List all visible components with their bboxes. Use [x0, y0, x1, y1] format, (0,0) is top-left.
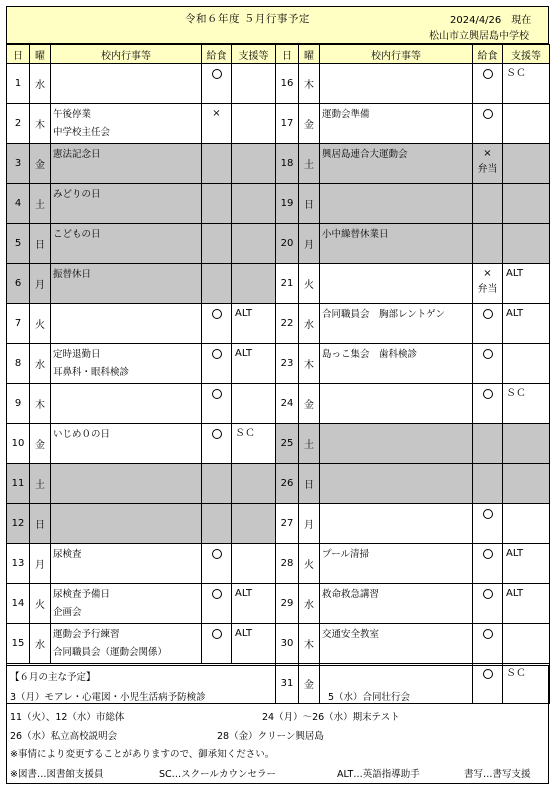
table-row — [7, 584, 550, 624]
event-cell — [320, 144, 473, 184]
weekday-cell: 火 — [30, 584, 51, 624]
lunch-cell — [202, 224, 232, 264]
col-day: 日 — [7, 45, 30, 64]
support-cell — [232, 504, 276, 544]
day-cell: 25 — [276, 424, 299, 464]
lunch-cell — [473, 104, 503, 144]
lunch-cell — [202, 424, 232, 464]
day-cell: 19 — [276, 184, 299, 224]
event-cell — [320, 464, 473, 504]
weekday-cell: 木 — [299, 344, 320, 384]
lunch-cell — [473, 584, 503, 624]
col-weekday: 曜 — [299, 45, 320, 64]
weekday-cell: 金 — [30, 424, 51, 464]
weekday-cell: 土 — [299, 144, 320, 184]
lunch-cell — [473, 184, 503, 224]
lunch-cell — [202, 104, 232, 144]
support-cell — [232, 144, 276, 184]
table-row — [7, 504, 550, 544]
circle-mark-icon — [212, 589, 222, 599]
lunch-cell — [202, 584, 232, 624]
weekday-cell: 月 — [299, 224, 320, 264]
event-cell — [320, 184, 473, 224]
event-cell — [51, 264, 202, 304]
day-cell: 17 — [276, 104, 299, 144]
schedule-table — [6, 44, 550, 704]
event-text: 救命救急講習 — [322, 589, 380, 600]
circle-mark-icon — [483, 549, 493, 559]
support-cell — [232, 64, 276, 104]
event-text: プール清掃 — [322, 549, 370, 560]
event-text: 尿検査 — [53, 549, 82, 560]
support-cell: ALT — [503, 544, 550, 584]
weekday-cell: 木 — [30, 384, 51, 424]
event-text: こどもの日 — [53, 229, 101, 240]
day-cell: 30 — [276, 624, 299, 664]
event-text: 運動会予行練習 — [53, 629, 120, 640]
event-text: 企画会 — [53, 607, 82, 618]
event-cell — [320, 544, 473, 584]
event-cell — [320, 424, 473, 464]
event-cell — [320, 264, 473, 304]
schedule-sheet — [6, 6, 549, 784]
weekday-cell: 木 — [299, 624, 320, 664]
circle-mark-icon — [212, 429, 222, 439]
lunch-cell — [473, 464, 503, 504]
day-cell: 5 — [7, 224, 30, 264]
support-cell: ALT — [503, 264, 550, 304]
note-line: 5（水）合同壮行会 — [328, 692, 411, 703]
note-line: 11（火）、12（水）市総体 — [10, 712, 125, 723]
weekday-cell: 金 — [299, 104, 320, 144]
support-cell: ALT — [503, 304, 550, 344]
as-of-date: 2024/4/26 現在 — [450, 15, 532, 26]
support-cell — [232, 224, 276, 264]
event-cell — [320, 384, 473, 424]
note-line: 24（月）～26（水）期末テスト — [262, 712, 400, 723]
lunch-mark: × — [483, 148, 492, 159]
support-cell: ALT — [232, 584, 276, 624]
event-cell — [320, 64, 473, 104]
circle-mark-icon — [483, 309, 493, 319]
event-cell — [51, 624, 202, 664]
lunch-mark: × — [483, 268, 492, 279]
note-line: 28（金）クリーン興居島 — [217, 731, 324, 742]
lunch-cell — [473, 304, 503, 344]
circle-mark-icon — [483, 589, 493, 599]
day-cell: 6 — [7, 264, 30, 304]
event-cell — [320, 224, 473, 264]
event-text: 定時退勤日 — [53, 349, 101, 360]
event-cell — [51, 224, 202, 264]
event-cell — [51, 64, 202, 104]
lunch-cell — [202, 184, 232, 224]
circle-mark-icon — [483, 109, 493, 119]
circle-mark-icon — [212, 309, 222, 319]
event-text: 中学校主任会 — [53, 127, 111, 138]
table-row — [7, 304, 550, 344]
day-cell: 12 — [7, 504, 30, 544]
lunch-cell — [473, 224, 503, 264]
legend-item: ALT…英語指導助手 — [337, 769, 420, 780]
support-cell — [232, 384, 276, 424]
day-cell: 26 — [276, 464, 299, 504]
weekday-cell: 水 — [299, 304, 320, 344]
table-row — [7, 104, 550, 144]
event-text: 合同職員会（運動会関係） — [53, 647, 168, 658]
weekday-cell: 月 — [30, 544, 51, 584]
circle-mark-icon — [483, 69, 493, 79]
notes-box — [6, 665, 549, 784]
lunch-mark: × — [212, 108, 221, 119]
event-text: 運動会準備 — [322, 109, 370, 120]
lunch-cell — [473, 384, 503, 424]
weekday-cell: 木 — [299, 64, 320, 104]
event-text: 島っこ集会 歯科検診 — [322, 349, 418, 360]
lunch-cell — [473, 504, 503, 544]
support-cell — [503, 464, 550, 504]
weekday-cell: 月 — [30, 264, 51, 304]
table-row — [7, 424, 550, 464]
event-cell — [51, 464, 202, 504]
weekday-cell: 金 — [299, 384, 320, 424]
event-cell — [51, 584, 202, 624]
day-cell: 20 — [276, 224, 299, 264]
lunch-cell — [202, 304, 232, 344]
event-text: 午後停業 — [53, 109, 92, 120]
event-cell — [51, 344, 202, 384]
col-support: 支援等 — [503, 45, 550, 64]
event-cell — [51, 504, 202, 544]
day-cell: 21 — [276, 264, 299, 304]
table-row — [7, 384, 550, 424]
col-events: 校内行事等 — [320, 45, 473, 64]
page-title: 令和６年度 ５月行事予定 — [185, 13, 310, 25]
circle-mark-icon — [212, 389, 222, 399]
col-lunch: 給食 — [202, 45, 232, 64]
event-cell — [51, 184, 202, 224]
event-text: 合同職員会 胸部レントゲン — [322, 309, 445, 320]
circle-mark-icon — [483, 349, 493, 359]
support-cell: ALT — [503, 584, 550, 624]
circle-mark-icon — [483, 509, 493, 519]
event-text: いじめ０の日 — [53, 429, 111, 440]
support-cell — [232, 544, 276, 584]
support-cell — [503, 184, 550, 224]
weekday-cell: 水 — [30, 344, 51, 384]
support-cell — [503, 224, 550, 264]
lunch-note: 弁当 — [477, 164, 498, 175]
header-row — [7, 45, 550, 64]
lunch-cell — [202, 504, 232, 544]
col-support: 支援等 — [232, 45, 276, 64]
day-cell: 9 — [7, 384, 30, 424]
legend-item: ※図書…図書館支援員 — [10, 769, 104, 780]
day-cell: 18 — [276, 144, 299, 184]
day-cell: 15 — [7, 624, 30, 664]
support-cell: ALT — [232, 624, 276, 664]
table-row — [7, 64, 550, 104]
weekday-cell: 火 — [299, 544, 320, 584]
lunch-cell — [473, 544, 503, 584]
day-cell: 28 — [276, 544, 299, 584]
weekday-cell: 火 — [299, 264, 320, 304]
weekday-cell: 水 — [30, 64, 51, 104]
event-cell — [320, 304, 473, 344]
col-weekday: 曜 — [30, 45, 51, 64]
event-text: みどりの日 — [53, 189, 101, 200]
support-cell — [503, 344, 550, 384]
circle-mark-icon — [483, 629, 493, 639]
day-cell: 8 — [7, 344, 30, 384]
support-cell — [232, 464, 276, 504]
event-text: 小中繰替休業日 — [322, 229, 389, 240]
event-cell — [320, 104, 473, 144]
table-row — [7, 344, 550, 384]
day-cell: 7 — [7, 304, 30, 344]
day-cell: 4 — [7, 184, 30, 224]
event-cell — [320, 584, 473, 624]
day-cell: 2 — [7, 104, 30, 144]
lunch-cell — [473, 264, 503, 304]
support-cell — [503, 104, 550, 144]
event-cell — [51, 544, 202, 584]
event-text: 振替休日 — [53, 269, 92, 280]
lunch-cell — [473, 624, 503, 664]
table-row — [7, 184, 550, 224]
event-text: 耳鼻科・眼科検診 — [53, 367, 130, 378]
weekday-cell: 月 — [299, 504, 320, 544]
event-text: 興居島連合大運動会 — [322, 149, 408, 160]
school-name: 松山市立興居島中学校 — [429, 31, 529, 42]
circle-mark-icon — [212, 69, 222, 79]
weekday-cell: 日 — [299, 464, 320, 504]
weekday-cell: 土 — [299, 424, 320, 464]
legend-item: SC…スクールカウンセラー — [159, 769, 276, 780]
event-text: 交通安全教室 — [322, 629, 380, 640]
event-cell — [51, 104, 202, 144]
event-cell — [51, 304, 202, 344]
lunch-cell — [202, 384, 232, 424]
support-cell — [232, 184, 276, 224]
weekday-cell: 日 — [30, 504, 51, 544]
event-text: 尿検査予備日 — [53, 589, 111, 600]
circle-mark-icon — [212, 629, 222, 639]
event-text: 憲法記念日 — [53, 149, 101, 160]
weekday-cell: 金 — [30, 144, 51, 184]
day-cell: 1 — [7, 64, 30, 104]
lunch-cell — [202, 264, 232, 304]
lunch-cell — [473, 344, 503, 384]
event-cell — [320, 504, 473, 544]
note-line: ※事情により変更することがありますので、御承知ください。 — [10, 749, 275, 760]
support-cell: ＳＣ — [232, 424, 276, 464]
circle-mark-icon — [212, 349, 222, 359]
day-cell: 10 — [7, 424, 30, 464]
event-cell — [320, 344, 473, 384]
circle-mark-icon — [483, 389, 493, 399]
weekday-cell: 土 — [30, 184, 51, 224]
notes-heading: 【６月の主な予定】 — [10, 672, 96, 683]
table-row — [7, 224, 550, 264]
support-cell: ＳＣ — [503, 384, 550, 424]
support-cell — [503, 624, 550, 664]
lunch-cell — [202, 624, 232, 664]
weekday-cell: 水 — [30, 624, 51, 664]
day-cell: 11 — [7, 464, 30, 504]
support-cell: ALT — [232, 304, 276, 344]
weekday-cell: 水 — [299, 584, 320, 624]
day-cell: 22 — [276, 304, 299, 344]
lunch-cell — [202, 64, 232, 104]
weekday-cell: 日 — [299, 184, 320, 224]
event-cell — [320, 624, 473, 664]
table-row — [7, 144, 550, 184]
lunch-cell — [202, 144, 232, 184]
event-cell — [51, 384, 202, 424]
weekday-cell: 木 — [30, 104, 51, 144]
weekday-cell: 火 — [30, 304, 51, 344]
note-line: 26（水）私立高校説明会 — [10, 731, 118, 742]
day-cell: 16 — [276, 64, 299, 104]
lunch-note: 弁当 — [477, 284, 498, 295]
table-row — [7, 624, 550, 664]
table-row — [7, 544, 550, 584]
day-cell: 27 — [276, 504, 299, 544]
day-cell: 29 — [276, 584, 299, 624]
support-cell: ＳＣ — [503, 664, 550, 704]
support-cell — [232, 264, 276, 304]
col-lunch: 給食 — [473, 45, 503, 64]
weekday-cell: 金 — [299, 664, 320, 704]
lunch-cell — [202, 464, 232, 504]
weekday-cell: 土 — [30, 464, 51, 504]
legend-item: 書写…書写支援 — [464, 769, 531, 780]
support-cell — [503, 144, 550, 184]
table-row — [7, 264, 550, 304]
day-cell: 31 — [276, 664, 299, 704]
support-cell — [232, 104, 276, 144]
event-cell — [51, 424, 202, 464]
day-cell: 3 — [7, 144, 30, 184]
weekday-cell: 日 — [30, 224, 51, 264]
lunch-cell — [202, 544, 232, 584]
title-bar — [6, 6, 549, 44]
lunch-cell — [202, 344, 232, 384]
circle-mark-icon — [212, 549, 222, 559]
day-cell: 14 — [7, 584, 30, 624]
lunch-cell — [473, 64, 503, 104]
day-cell: 23 — [276, 344, 299, 384]
col-events: 校内行事等 — [51, 45, 202, 64]
lunch-cell — [473, 144, 503, 184]
lunch-cell — [473, 424, 503, 464]
col-day: 日 — [276, 45, 299, 64]
support-cell — [503, 424, 550, 464]
day-cell: 24 — [276, 384, 299, 424]
support-cell: ＳＣ — [503, 64, 550, 104]
support-cell — [503, 504, 550, 544]
table-row — [7, 464, 550, 504]
day-cell: 13 — [7, 544, 30, 584]
note-line: 3（月）モアレ・心電図・小児生活病予防検診 — [10, 692, 206, 703]
event-cell — [51, 144, 202, 184]
support-cell: ALT — [232, 344, 276, 384]
